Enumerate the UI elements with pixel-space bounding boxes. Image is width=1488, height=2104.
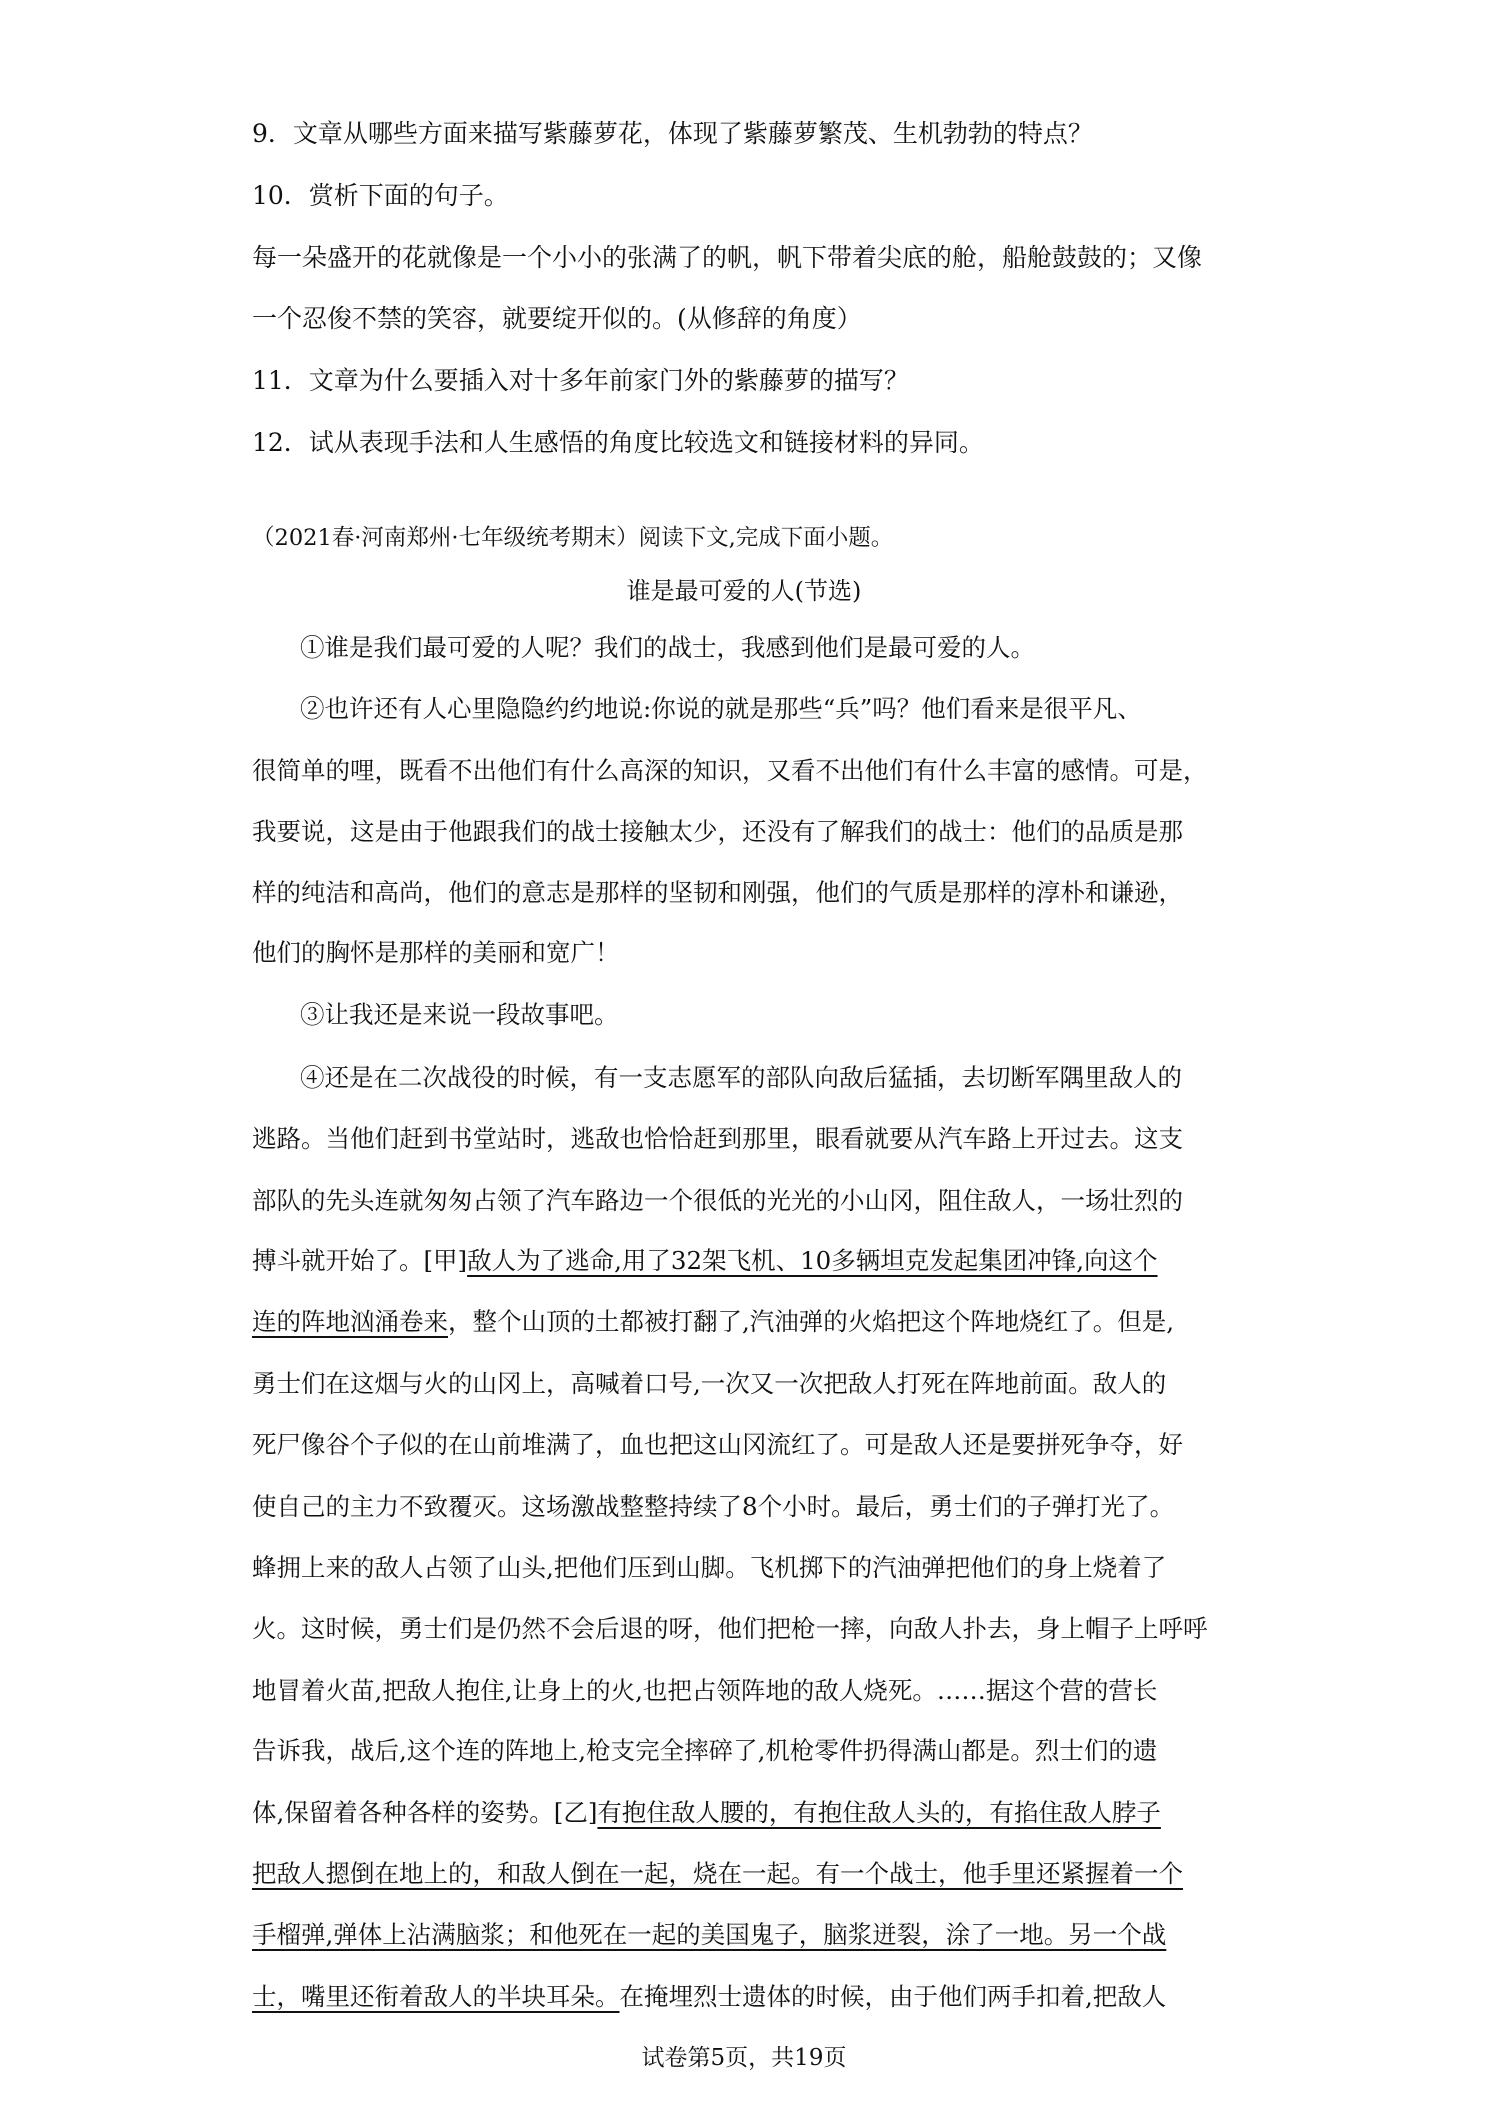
paragraph-2-line-1: ②也许还有人心里隐隐约约地说:你说的就是那些“兵”吗？他们看来是很平凡、 xyxy=(300,694,1142,723)
paragraph-4-line-6: 勇士们在这烟与火的山冈上，高喊着口号,一次又一次把敌人打死在阵地前面。敌人的 xyxy=(252,1369,1167,1398)
underlined-sentence-yi-part-3: 手榴弹,弹体上沾满脑浆；和他死在一起的美国鬼子，脑浆迸裂，涂了一地。另一个战 xyxy=(252,1920,1167,1949)
article-title: 谁是最可爱的人(节选) xyxy=(626,577,862,605)
paragraph-4-line-7: 死尸像谷个子似的在山前堆满了，血也把这山冈流红了。可是敌人还是要拼死争夺，好 xyxy=(252,1430,1183,1459)
paragraph-3-line-1: ③让我还是来说一段故事吧。 xyxy=(300,1000,619,1029)
paragraph-2-line-2: 很简单的哩，既看不出他们有什么高深的知识，又看不出他们有什么丰富的感情。可是， xyxy=(252,756,1208,785)
paragraph-2-line-5: 他们的胸怀是那样的美丽和宽广！ xyxy=(252,938,620,967)
paragraph-4-line-15 xyxy=(252,1920,1167,1949)
marker-yi: 体,保留着各种各样的姿势。[乙] xyxy=(252,1798,598,1827)
question-9: 9．文章从哪些方面来描写紫藤萝花，体现了紫藤萝繁茂、生机勃勃的特点？ xyxy=(252,119,1093,148)
paragraph-4-line-13 xyxy=(252,1798,1161,1827)
paragraph-4-line-5 xyxy=(252,1307,1175,1336)
paragraph-4-line-3: 部队的先头连就匆匆占领了汽车路边一个很低的光光的小山冈，阻住敌人，一场壮烈的 xyxy=(252,1186,1183,1215)
paragraph-4-line-11: 地冒着火苗,把敌人抱住,让身上的火,也把占领阵地的敌人烧死。……据这个营的营长 xyxy=(252,1676,1158,1705)
paragraph-4-line-16-rest: 在掩埋烈士遗体的时候，由于他们两手扣着,把敌人 xyxy=(619,1982,1167,2011)
question-10: 10．赏析下面的句子。 xyxy=(252,181,509,210)
paragraph-4-line-1: ④还是在二次战役的时候，有一支志愿军的部队向敌后猛插，去切断军隅里敌人的 xyxy=(300,1063,1182,1092)
paragraph-2-line-3: 我要说，这是由于他跟我们的战士接触太少，还没有了解我们的战士：他们的品质是那 xyxy=(252,817,1183,846)
paragraph-1-line-1: ①谁是我们最可爱的人呢？我们的战士，我感到他们是最可爱的人。 xyxy=(300,633,1035,662)
paragraph-4-line-16 xyxy=(252,1982,1167,2011)
page-footer: 试卷第5页，共19页 xyxy=(641,2045,847,2071)
paragraph-4-line-12: 告诉我，战后,这个连的阵地上,枪支完全摔碎了,机枪零件扔得满山都是。烈士们的遗 xyxy=(252,1736,1158,1765)
marker-jia: 搏斗就开始了。[甲] xyxy=(252,1246,468,1275)
paragraph-4-line-5-rest: ，整个山顶的土都被打翻了,汽油弹的火焰把这个阵地烧红了。但是, xyxy=(448,1307,1175,1336)
underlined-sentence-yi-part-4: 士，嘴里还衔着敌人的半块耳朵。 xyxy=(252,1982,620,2011)
underlined-sentence-yi-part-2: 把敌人摁倒在地上的，和敌人倒在一起，烧在一起。有一个战士，他手里还紧握着一个 xyxy=(252,1859,1183,1888)
question-10-quote-line-2: 一个忍俊不禁的笑容，就要绽开似的。(从修辞的角度） xyxy=(252,304,862,333)
paragraph-4-line-4 xyxy=(252,1246,1158,1275)
underlined-sentence-yi-part-1: 有抱住敌人腰的，有抱住敌人头的，有掐住敌人脖子 xyxy=(597,1798,1161,1827)
question-11: 11．文章为什么要插入对十多年前家门外的紫藤萝的描写？ xyxy=(252,366,909,395)
question-10-quote-line-1: 每一朵盛开的花就像是一个小小的张满了的帆，帆下带着尖底的舱，船舱鼓鼓的；又像 xyxy=(252,243,1203,272)
passage-source: （2021春·河南郑州·七年级统考期末）阅读下文,完成下面小题。 xyxy=(252,525,894,551)
underlined-sentence-jia-part-1: 敌人为了逃命,用了32架飞机、10多辆坦克发起集团冲锋,向这个 xyxy=(467,1246,1158,1275)
question-12: 12．试从表现手法和人生感悟的角度比较选文和链接材料的异同。 xyxy=(252,428,984,457)
paragraph-4-line-9: 蜂拥上来的敌人占领了山头,把他们压到山脚。飞机掷下的汽油弹把他们的身上烧着了 xyxy=(252,1553,1167,1582)
underlined-sentence-jia-part-2: 连的阵地汹涌卷来 xyxy=(252,1307,448,1336)
paragraph-2-line-4: 样的纯洁和高尚，他们的意志是那样的坚韧和刚强，他们的气质是那样的淳朴和谦逊， xyxy=(252,878,1183,907)
paragraph-4-line-8: 使自己的主力不致覆灭。这场激战整整持续了8个小时。最后，勇士们的子弹打光了。 xyxy=(252,1492,1175,1521)
paragraph-4-line-14 xyxy=(252,1859,1183,1888)
paragraph-4-line-2: 逃路。当他们赶到书堂站时，逃敌也恰恰赶到那里，眼看就要从汽车路上开过去。这支 xyxy=(252,1124,1183,1153)
paragraph-4-line-10: 火。这时候，勇士们是仍然不会后退的呀，他们把枪一摔，向敌人扑去，身上帽子上呼呼 xyxy=(252,1614,1208,1643)
